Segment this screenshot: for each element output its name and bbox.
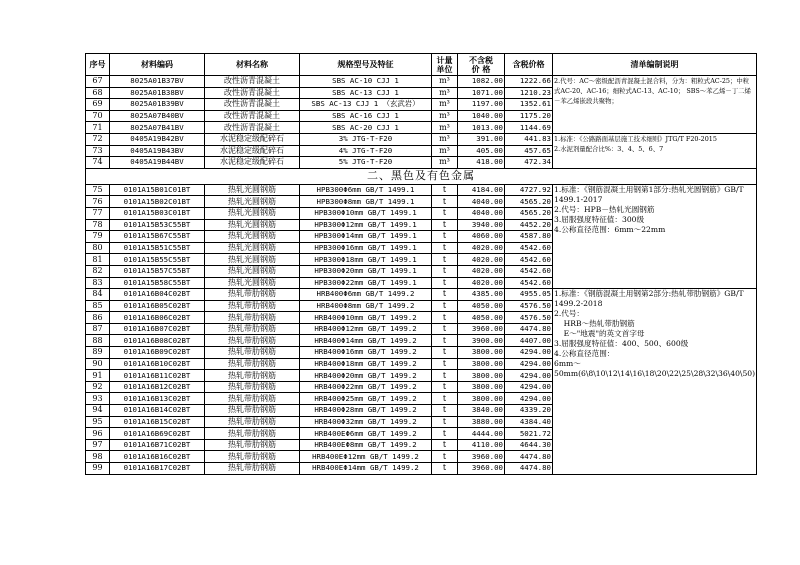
- row-price-in: 4474.80: [505, 451, 553, 463]
- row-name: 热轧光圆钢筋: [205, 265, 300, 277]
- row-name: 热轧带肋钢筋: [205, 335, 300, 347]
- row-code: 8025A01B38BV: [110, 87, 205, 99]
- row-code: 0405A19B43BV: [110, 145, 205, 157]
- row-price-in: 4452.20: [505, 219, 553, 231]
- row-name: 热轧光圆钢筋: [205, 242, 300, 254]
- row-price-in: 4294.00: [505, 370, 553, 382]
- row-no: 94: [86, 405, 110, 417]
- row-name: 热轧光圆钢筋: [205, 231, 300, 243]
- row-spec: HRB400Φ28mm GB/T 1499.2: [300, 405, 432, 417]
- row-no: 78: [86, 219, 110, 231]
- row-spec: HRB400EΦ14mm GB/T 1499.2: [300, 463, 432, 475]
- row-price-ex: 4060.00: [458, 231, 505, 243]
- row-price-ex: 3940.00: [458, 219, 505, 231]
- row-price-ex: 3800.00: [458, 370, 505, 382]
- row-code: 0101A15B55C55BT: [110, 254, 205, 266]
- row-price-ex: 1040.00: [458, 110, 505, 122]
- row-no: 91: [86, 370, 110, 382]
- row-name: 热轧带肋钢筋: [205, 358, 300, 370]
- row-price-ex: 4050.00: [458, 300, 505, 312]
- row-price-in: 4542.60: [505, 242, 553, 254]
- row-spec: HPB300Φ22mm GB/T 1499.1: [300, 277, 432, 289]
- row-unit: t: [432, 347, 458, 359]
- row-unit: m³: [432, 145, 458, 157]
- row-price-ex: 4020.00: [458, 242, 505, 254]
- row-code: 0101A16B11C02BT: [110, 370, 205, 382]
- row-no: 70: [86, 110, 110, 122]
- row-name: 水泥稳定级配碎石: [205, 145, 300, 157]
- table-row: [86, 289, 757, 301]
- row-price-in: 4339.20: [505, 405, 553, 417]
- row-unit: t: [432, 416, 458, 428]
- row-price-ex: 3800.00: [458, 381, 505, 393]
- row-no: 67: [86, 76, 110, 88]
- row-spec: HRB400Φ16mm GB/T 1499.2: [300, 347, 432, 359]
- note-text: 1.标准：《钢筋混凝土用钢第2部分:热轧带肋钢筋》GB/T 1499.2-2018 2.代号： HRB～热轧带肋钢筋 E～"地震"的英文首字母 3.屈服强度特征值：400、500、600级 4.公称直径范围： 6mm～ 50mm(6\8\10\12\14\16\18\20\22\25\28\32\36\40\50): [554, 289, 756, 379]
- row-spec: HRB400EΦ6mm GB/T 1499.2: [300, 428, 432, 440]
- row-code: 0101A15B03C01BT: [110, 207, 205, 219]
- row-no: 93: [86, 393, 110, 405]
- row-unit: t: [432, 277, 458, 289]
- row-name: 热轧带肋钢筋: [205, 416, 300, 428]
- row-no: 86: [86, 312, 110, 324]
- row-code: 0101A16B04C02BT: [110, 289, 205, 301]
- row-code: 0101A16B69C02BT: [110, 428, 205, 440]
- row-unit: t: [432, 289, 458, 301]
- row-price-in: 1144.69: [505, 122, 553, 134]
- row-no: 82: [86, 265, 110, 277]
- row-no: 85: [86, 300, 110, 312]
- row-code: 8025A07B41BV: [110, 122, 205, 134]
- row-spec: HRB400Φ8mm GB/T 1499.2: [300, 300, 432, 312]
- row-no: 99: [86, 463, 110, 475]
- row-name: 改性沥青混凝土: [205, 99, 300, 111]
- row-code: 8025A01B37BV: [110, 76, 205, 88]
- row-name: 热轧带肋钢筋: [205, 451, 300, 463]
- row-name: 热轧带肋钢筋: [205, 289, 300, 301]
- section-row: [86, 168, 757, 184]
- row-name: 改性沥青混凝土: [205, 122, 300, 134]
- note-cell: [553, 289, 757, 475]
- note-cell: [553, 76, 757, 134]
- note-text: 1.标准：《钢筋混凝土用钢第1部分:热轧光圆钢筋》GB/T 1499.1-2017 2.代号：HPB－热轧光圆钢筋 3.屈服强度特征值：300级 4.公称直径范围：6mm～22mm: [554, 184, 744, 234]
- row-code: 0405A19B44BV: [110, 157, 205, 169]
- row-no: 90: [86, 358, 110, 370]
- row-unit: m³: [432, 87, 458, 99]
- row-price-ex: 3960.00: [458, 451, 505, 463]
- row-name: 热轧带肋钢筋: [205, 347, 300, 359]
- row-price-ex: 3900.00: [458, 335, 505, 347]
- col-header-unit: 计量 单位: [432, 54, 458, 76]
- row-code: 0101A16B15C02BT: [110, 416, 205, 428]
- row-price-ex: 1197.00: [458, 99, 505, 111]
- row-price-ex: 4020.00: [458, 265, 505, 277]
- row-code: 0101A16B05C02BT: [110, 300, 205, 312]
- row-name: 热轧带肋钢筋: [205, 312, 300, 324]
- col-header-no: 序号: [86, 54, 110, 76]
- row-spec: HRB400Φ14mm GB/T 1499.2: [300, 335, 432, 347]
- row-unit: m³: [432, 99, 458, 111]
- row-unit: t: [432, 231, 458, 243]
- note-cell: [553, 133, 757, 168]
- row-code: 0101A16B71C02BT: [110, 439, 205, 451]
- row-name: 热轧光圆钢筋: [205, 254, 300, 266]
- col-header-name: 材料名称: [205, 54, 300, 76]
- row-price-in: 457.65: [505, 145, 553, 157]
- row-price-ex: 3960.00: [458, 323, 505, 335]
- row-name: 水泥稳定级配碎石: [205, 133, 300, 145]
- row-unit: t: [432, 451, 458, 463]
- row-name: 热轧光圆钢筋: [205, 219, 300, 231]
- table-row: [86, 184, 757, 196]
- row-price-in: 4384.40: [505, 416, 553, 428]
- row-code: 8025A01B39BV: [110, 99, 205, 111]
- row-price-ex: 4020.00: [458, 277, 505, 289]
- row-name: 热轧带肋钢筋: [205, 439, 300, 451]
- row-no: 80: [86, 242, 110, 254]
- row-no: 88: [86, 335, 110, 347]
- section-title: 二、黑色及有色金属: [86, 168, 757, 184]
- row-price-ex: 3800.00: [458, 393, 505, 405]
- row-price-in: 472.34: [505, 157, 553, 169]
- row-no: 77: [86, 207, 110, 219]
- row-no: 81: [86, 254, 110, 266]
- col-header-price-in: 含税价格: [505, 54, 553, 76]
- row-price-in: 5021.72: [505, 428, 553, 440]
- row-code: 0101A16B17C02BT: [110, 463, 205, 475]
- row-unit: m³: [432, 157, 458, 169]
- note-text: 2.代号：AC～密级配沥青混凝土混合料，分为：粗粒式AC-25；中粒式AC-20、AC-16；细粒式AC-13、AC-10； SBS～苯乙烯－丁二烯－苯乙烯嵌段共聚物；: [554, 77, 751, 105]
- row-price-ex: 4184.00: [458, 184, 505, 196]
- row-price-in: 4474.80: [505, 323, 553, 335]
- row-unit: t: [432, 254, 458, 266]
- row-unit: m³: [432, 76, 458, 88]
- row-price-in: 4576.50: [505, 300, 553, 312]
- row-name: 热轧光圆钢筋: [205, 184, 300, 196]
- row-name: 热轧光圆钢筋: [205, 196, 300, 208]
- row-price-in: 4565.20: [505, 207, 553, 219]
- row-spec: HPB300Φ6mm GB/T 1499.1: [300, 184, 432, 196]
- row-unit: m³: [432, 122, 458, 134]
- row-unit: t: [432, 323, 458, 335]
- row-unit: t: [432, 207, 458, 219]
- row-unit: t: [432, 335, 458, 347]
- row-price-ex: 405.00: [458, 145, 505, 157]
- row-unit: t: [432, 405, 458, 417]
- row-code: 8025A07B40BV: [110, 110, 205, 122]
- row-price-ex: 3800.00: [458, 347, 505, 359]
- row-unit: t: [432, 184, 458, 196]
- row-name: 热轧带肋钢筋: [205, 381, 300, 393]
- row-unit: t: [432, 428, 458, 440]
- row-price-ex: 1071.00: [458, 87, 505, 99]
- row-price-in: 4955.05: [505, 289, 553, 301]
- row-price-in: 4542.60: [505, 265, 553, 277]
- row-price-ex: 1013.00: [458, 122, 505, 134]
- note-text: 1.标准：《公路路面基层施工技术细则》JTG/T F20-2015 2.水泥剂量配合比%：3、4、5、6、7: [554, 134, 717, 153]
- col-header-note: 清单编制说明: [553, 54, 757, 76]
- row-spec: SBS AC-10 CJJ 1: [300, 76, 432, 88]
- row-price-in: 4542.60: [505, 254, 553, 266]
- row-code: 0101A15B53C55BT: [110, 219, 205, 231]
- row-price-in: 441.83: [505, 133, 553, 145]
- row-price-in: 4407.00: [505, 335, 553, 347]
- row-spec: HRB400Φ22mm GB/T 1499.2: [300, 381, 432, 393]
- row-price-in: 4294.00: [505, 393, 553, 405]
- row-spec: HRB400Φ12mm GB/T 1499.2: [300, 323, 432, 335]
- row-no: 87: [86, 323, 110, 335]
- col-header-price-ex: 不含税 价 格: [458, 54, 505, 76]
- row-code: 0101A16B12C02BT: [110, 381, 205, 393]
- row-no: 97: [86, 439, 110, 451]
- row-spec: HRB400Φ18mm GB/T 1499.2: [300, 358, 432, 370]
- row-name: 热轧光圆钢筋: [205, 277, 300, 289]
- row-no: 69: [86, 99, 110, 111]
- row-price-in: 4587.80: [505, 231, 553, 243]
- row-price-ex: 391.00: [458, 133, 505, 145]
- row-no: 84: [86, 289, 110, 301]
- row-spec: HPB300Φ12mm GB/T 1499.1: [300, 219, 432, 231]
- row-price-in: 4727.92: [505, 184, 553, 196]
- row-no: 95: [86, 416, 110, 428]
- col-header-spec: 规格型号及特征: [300, 54, 432, 76]
- row-price-ex: 3880.00: [458, 416, 505, 428]
- row-code: 0101A15B02C01BT: [110, 196, 205, 208]
- row-no: 74: [86, 157, 110, 169]
- row-name: 热轧带肋钢筋: [205, 405, 300, 417]
- row-spec: HPB300Φ8mm GB/T 1499.1: [300, 196, 432, 208]
- row-price-in: 4474.80: [505, 463, 553, 475]
- row-unit: t: [432, 265, 458, 277]
- row-unit: t: [432, 242, 458, 254]
- row-spec: HRB400Φ20mm GB/T 1499.2: [300, 370, 432, 382]
- row-price-ex: 4020.00: [458, 254, 505, 266]
- row-unit: m³: [432, 110, 458, 122]
- row-unit: t: [432, 463, 458, 475]
- row-no: 72: [86, 133, 110, 145]
- row-price-in: 4565.20: [505, 196, 553, 208]
- row-price-in: 1352.61: [505, 99, 553, 111]
- row-unit: t: [432, 300, 458, 312]
- row-code: 0101A15B57C55BT: [110, 265, 205, 277]
- row-no: 71: [86, 122, 110, 134]
- row-code: 0101A15B58C55BT: [110, 277, 205, 289]
- row-code: 0101A16B13C02BT: [110, 393, 205, 405]
- row-spec: SBS AC-20 CJJ 1: [300, 122, 432, 134]
- row-no: 83: [86, 277, 110, 289]
- row-spec: HRB400Φ6mm GB/T 1499.2: [300, 289, 432, 301]
- row-name: 热轧带肋钢筋: [205, 428, 300, 440]
- row-unit: t: [432, 219, 458, 231]
- row-spec: HPB300Φ20mm GB/T 1499.1: [300, 265, 432, 277]
- row-no: 96: [86, 428, 110, 440]
- row-price-in: 4644.30: [505, 439, 553, 451]
- row-name: 改性沥青混凝土: [205, 76, 300, 88]
- table-row: [86, 76, 757, 88]
- row-spec: HPB300Φ10mm GB/T 1499.1: [300, 207, 432, 219]
- row-name: 热轧带肋钢筋: [205, 370, 300, 382]
- row-spec: HRB400Φ32mm GB/T 1499.2: [300, 416, 432, 428]
- row-no: 73: [86, 145, 110, 157]
- row-price-ex: 4110.00: [458, 439, 505, 451]
- row-unit: t: [432, 381, 458, 393]
- row-code: 0405A19B42BV: [110, 133, 205, 145]
- row-unit: t: [432, 358, 458, 370]
- row-spec: HPB300Φ18mm GB/T 1499.1: [300, 254, 432, 266]
- row-price-in: 1210.23: [505, 87, 553, 99]
- row-price-in: 4542.60: [505, 277, 553, 289]
- row-no: 79: [86, 231, 110, 243]
- row-code: 0101A15B67C55BT: [110, 231, 205, 243]
- row-price-ex: 3840.00: [458, 405, 505, 417]
- row-code: 0101A16B08C02BT: [110, 335, 205, 347]
- row-code: 0101A16B09C02BT: [110, 347, 205, 359]
- note-cell: [553, 184, 757, 288]
- row-unit: t: [432, 370, 458, 382]
- row-spec: 4% JTG-T-F20: [300, 145, 432, 157]
- row-no: 68: [86, 87, 110, 99]
- row-spec: SBS AC-13 CJJ 1: [300, 87, 432, 99]
- row-unit: t: [432, 196, 458, 208]
- row-price-ex: 1082.00: [458, 76, 505, 88]
- row-spec: HRB400Φ10mm GB/T 1499.2: [300, 312, 432, 324]
- row-unit: t: [432, 312, 458, 324]
- row-name: 热轧带肋钢筋: [205, 300, 300, 312]
- row-name: 改性沥青混凝土: [205, 110, 300, 122]
- row-price-in: 1175.20: [505, 110, 553, 122]
- row-price-ex: 4050.00: [458, 312, 505, 324]
- row-unit: m³: [432, 133, 458, 145]
- row-name: 热轧光圆钢筋: [205, 207, 300, 219]
- row-code: 0101A16B06C02BT: [110, 312, 205, 324]
- row-spec: HRB400EΦ8mm GB/T 1499.2: [300, 439, 432, 451]
- row-price-ex: 3800.00: [458, 358, 505, 370]
- row-name: 热轧带肋钢筋: [205, 323, 300, 335]
- row-name: 改性沥青混凝土: [205, 87, 300, 99]
- row-price-ex: 418.00: [458, 157, 505, 169]
- row-spec: 3% JTG-T-F20: [300, 133, 432, 145]
- row-price-ex: 4444.00: [458, 428, 505, 440]
- price-table: [85, 53, 757, 475]
- row-spec: SBS AC-13 CJJ 1 （玄武岩）: [300, 99, 432, 111]
- row-price-in: 4294.00: [505, 381, 553, 393]
- row-unit: t: [432, 393, 458, 405]
- row-code: 0101A16B14C02BT: [110, 405, 205, 417]
- row-price-ex: 4040.00: [458, 207, 505, 219]
- row-spec: HRB400Φ25mm GB/T 1499.2: [300, 393, 432, 405]
- row-code: 0101A15B51C55BT: [110, 242, 205, 254]
- row-spec: HRB400EΦ12mm GB/T 1499.2: [300, 451, 432, 463]
- row-spec: HPB300Φ14mm GB/T 1499.1: [300, 231, 432, 243]
- row-price-in: 1222.66: [505, 76, 553, 88]
- row-no: 76: [86, 196, 110, 208]
- row-price-ex: 4040.00: [458, 196, 505, 208]
- row-name: 热轧带肋钢筋: [205, 393, 300, 405]
- row-spec: 5% JTG-T-F20: [300, 157, 432, 169]
- row-spec: SBS AC-16 CJJ 1: [300, 110, 432, 122]
- row-no: 75: [86, 184, 110, 196]
- row-no: 92: [86, 381, 110, 393]
- row-code: 0101A16B10C02BT: [110, 358, 205, 370]
- row-price-ex: 4385.00: [458, 289, 505, 301]
- row-no: 98: [86, 451, 110, 463]
- row-name: 水泥稳定级配碎石: [205, 157, 300, 169]
- row-code: 0101A16B07C02BT: [110, 323, 205, 335]
- row-price-ex: 3960.00: [458, 463, 505, 475]
- row-code: 0101A15B01C01BT: [110, 184, 205, 196]
- row-price-in: 4294.00: [505, 347, 553, 359]
- row-code: 0101A16B16C02BT: [110, 451, 205, 463]
- row-price-in: 4576.50: [505, 312, 553, 324]
- row-price-in: 4294.00: [505, 358, 553, 370]
- row-name: 热轧带肋钢筋: [205, 463, 300, 475]
- row-unit: t: [432, 439, 458, 451]
- table-row: [86, 133, 757, 145]
- row-spec: HPB300Φ16mm GB/T 1499.1: [300, 242, 432, 254]
- col-header-code: 材料编码: [110, 54, 205, 76]
- header-row: [86, 54, 757, 76]
- row-no: 89: [86, 347, 110, 359]
